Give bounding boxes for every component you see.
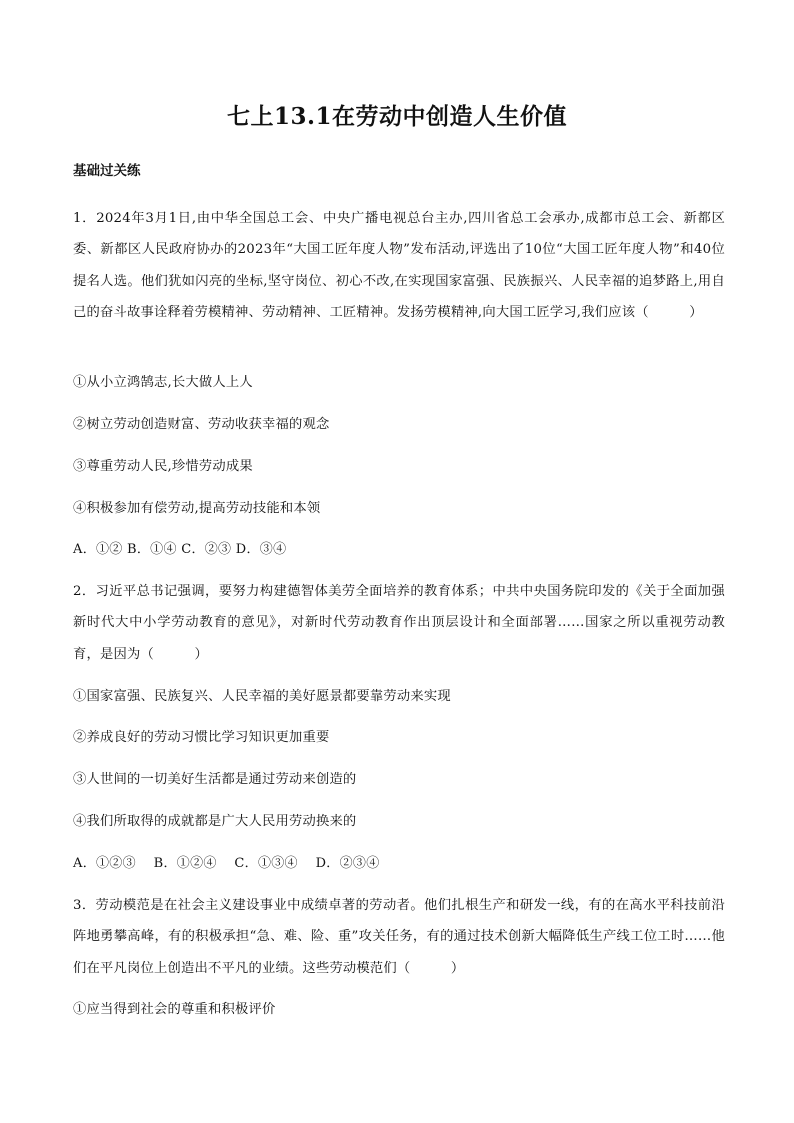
section-heading: 基础过关练: [73, 163, 141, 179]
question-1-choices: A．①② B．①④ C．②③ D．③④: [73, 542, 287, 557]
question-1-option-2: ②树立劳动创造财富、劳动收获幸福的观念: [73, 417, 330, 432]
question-2-stem: 2．习近平总书记强调，要努力构建德智体美劳全面培养的教育体系；中共中央国务院印发的《关于全面加强新时代大中小学劳动教育的意见》，对新时代劳动教育作出顶层设计和全面部署……国家之所以重视劳动教育，是因为（ ）: [73, 584, 725, 662]
question-2-option-1: ①国家富强、民族复兴、人民幸福的美好愿景都要靠劳动来实现: [73, 689, 451, 704]
question-2-choices: A．①②③ B．①②④ C．①③④ D．②③④: [73, 856, 380, 871]
page-title: 七上13.1在劳动中创造人生价值: [226, 103, 568, 130]
question-2-option-2: ②养成良好的劳动习惯比学习知识更加重要: [73, 730, 330, 745]
question-1-stem: 1．2024年3月1日,由中华全国总工会、中央广播电视总台主办,四川省总工会承办,成都市总工会、新都区委、新都区人民政府协办的2023年“大国工匠年度人物”发布活动,评选出了10位“大国工匠年度人物”和40位提名人选。他们犹如闪亮的坐标,坚守岗位、初心不改,在实现国家富强、民族振兴、人民幸福的追梦路上,用自己的奋斗故事诠释着劳模精神、劳动精神、工匠精神。发扬劳模精神,向大国工匠学习,我们应该（ ）: [73, 211, 725, 320]
question-2-option-4: ④我们所取得的成就都是广大人民用劳动换来的: [73, 814, 357, 829]
question-3-option-1: ①应当得到社会的尊重和积极评价: [73, 1002, 276, 1017]
question-1-option-1: ①从小立鸿鹄志,长大做人上人: [73, 375, 253, 390]
question-3-stem: 3．劳动模范是在社会主义建设事业中成绩卓著的劳动者。他们扎根生产和研发一线，有的在高水平科技前沿阵地勇攀高峰，有的积极承担“急、难、险、重”攻关任务，有的通过技术创新大幅降低生产线工位工时……他们在平凡岗位上创造出不平凡的业绩。这些劳动模范们（ ）: [73, 898, 725, 976]
question-1-option-3: ③尊重劳动人民,珍惜劳动成果: [73, 459, 253, 474]
question-2-option-3: ③人世间的一切美好生活都是通过劳动来创造的: [73, 772, 357, 787]
question-1-option-4: ④积极参加有偿劳动,提高劳动技能和本领: [73, 501, 321, 516]
